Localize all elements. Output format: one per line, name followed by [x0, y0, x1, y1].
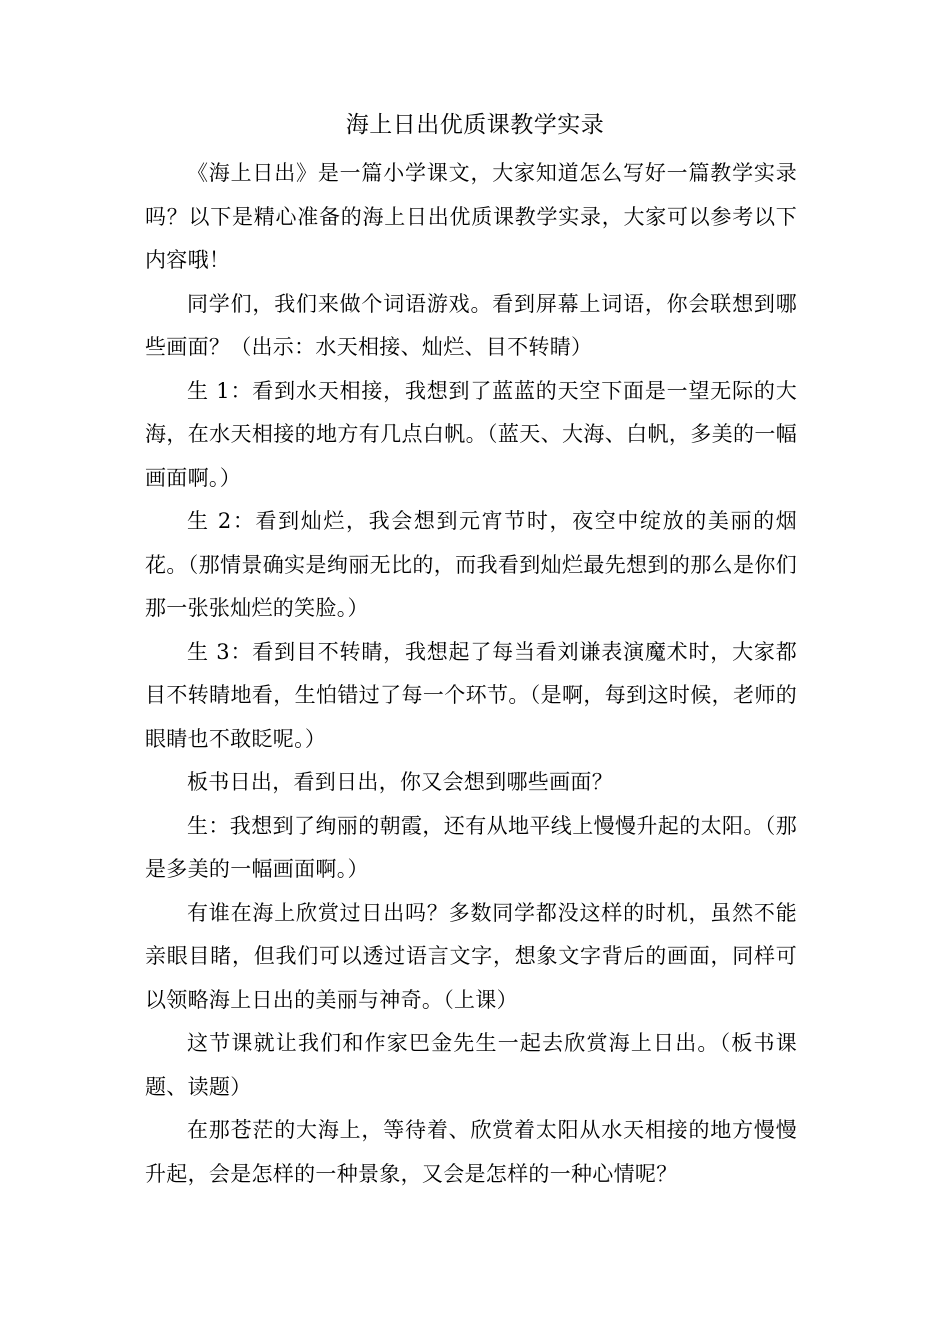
- paragraph-intro: 《海上日出》是一篇小学课文，大家知道怎么写好一篇教学实录吗？以下是精心准备的海上日出优质课教学实录，大家可以参考以下内容哦！: [145, 161, 797, 272]
- document-body: [145, 152, 797, 1196]
- paragraph-student-3: 生 3：看到目不转睛，我想起了每当看刘谦表演魔术时，大家都目不转睛地看，生怕错过了每一个环节。（是啊，每到这时候，老师的眼睛也不敢眨呢。）: [145, 639, 797, 751]
- paragraph-student-1: 生 1：看到水天相接，我想到了蓝蓝的天空下面是一望无际的大海，在水天相接的地方有几点白帆。（蓝天、大海、白帆，多美的一幅画面啊。）: [145, 378, 797, 490]
- paragraph-student-2: 生 2：看到灿烂，我会想到元宵节时，夜空中绽放的美丽的烟花。（那情景确实是绚丽无比的，而我看到灿烂最先想到的那么是你们那一张张灿烂的笑脸。）: [145, 509, 797, 620]
- document-title: 海上日出优质课教学实录: [345, 112, 605, 138]
- paragraph-word-game: 同学们，我们来做个词语游戏。看到屏幕上词语，你会联想到哪些画面？（出示：水天相接、灿烂、目不转睛）: [145, 291, 797, 359]
- paragraph-sea-sunrise-question: 有谁在海上欣赏过日出吗？多数同学都没这样的时机，虽然不能亲眼目睹，但我们可以透过语言文字，想象文字背后的画面，同样可以领略海上日出的美丽与神奇。（上课）: [145, 900, 797, 1012]
- paragraph-lesson-intro: 这节课就让我们和作家巴金先生一起去欣赏海上日出。（板书课题、读题）: [145, 1031, 797, 1099]
- paragraph-board-sunrise: 板书日出，看到日出，你又会想到哪些画面？: [187, 770, 613, 794]
- paragraph-closing-question: 在那苍茫的大海上，等待着、欣赏着太阳从水天相接的地方慢慢升起，会是怎样的一种景象，又会是怎样的一种心情呢？: [145, 1118, 797, 1186]
- paragraph-student-answer: 生：我想到了绚丽的朝霞，还有从地平线上慢慢升起的太阳。（那是多美的一幅画面啊。）: [145, 813, 797, 881]
